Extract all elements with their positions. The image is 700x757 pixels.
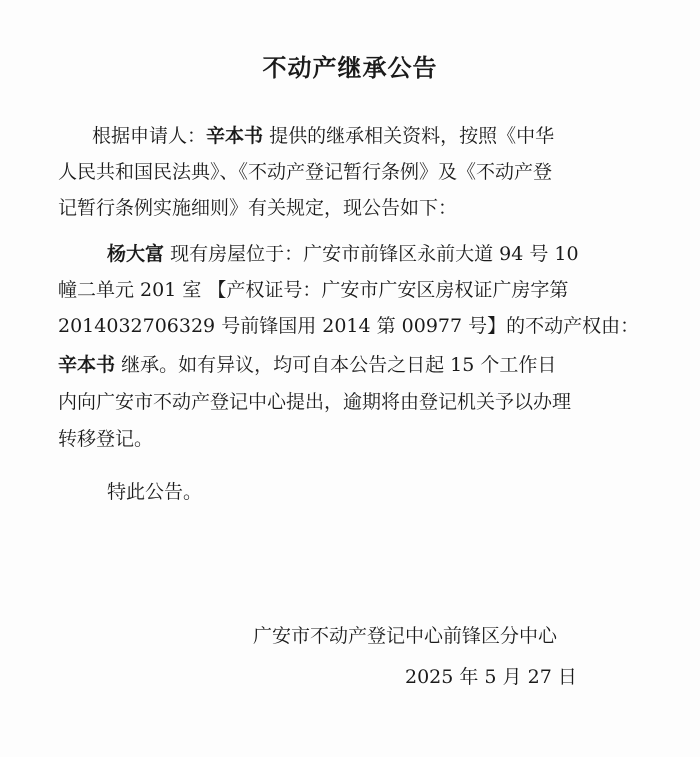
paragraph2-line5: 内向广安市不动产登记中心提出，逾期将由登记机关予以办理	[58, 391, 572, 413]
paragraph1-line1	[92, 127, 554, 146]
notice-title: 不动产继承公告	[262, 54, 438, 82]
signature-org: 广安市不动产登记中心前锋区分中心	[253, 625, 558, 647]
paragraph2-line2: 幢二单元 201 室 【产权证号：广安市广安区房权证广房字第	[58, 279, 569, 301]
closing-text: 特此公告。	[107, 481, 203, 503]
signature-date: 2025 年 5 月 27 日	[405, 666, 577, 688]
paragraph2-line3: 2014032706329 号前锋国用 2014 第 00977 号】的不动产权由：	[58, 315, 640, 337]
paragraph2-line4-suffix: 继承。如有异议，均可自本公告之日起 15 个工作日	[121, 354, 557, 376]
paragraph2-line6: 转移登记。	[58, 428, 154, 450]
applicant-name: 辛本书	[206, 125, 264, 147]
paragraph1-line3: 记暂行条例实施细则》有关规定，现公告如下：	[58, 197, 458, 219]
paragraph1-line1-suffix: 提供的继承相关资料，按照《中华	[269, 125, 555, 147]
paragraph2-line4	[58, 356, 556, 375]
owner-name: 杨大富	[107, 243, 165, 265]
paragraph1-line2: 人民共和国民法典》、《不动产登记暂行条例》及《不动产登	[58, 161, 553, 183]
heir-name: 辛本书	[58, 354, 116, 376]
paragraph1-prefix: 根据申请人：	[92, 125, 207, 147]
paragraph2-line1-suffix: 现有房屋位于：广安市前锋区永前大道 94 号 10	[170, 243, 579, 265]
paragraph2-line1	[107, 245, 579, 264]
